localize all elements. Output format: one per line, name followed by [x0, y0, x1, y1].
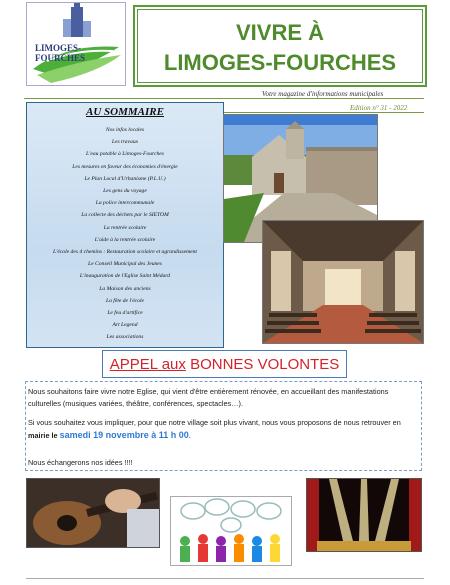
edition-divider: [224, 112, 424, 113]
paragraph-3: Nous échangerons nos idées !!!!: [28, 458, 133, 467]
page-footer-line: [26, 578, 424, 579]
table-of-contents: [26, 102, 224, 348]
logo: [26, 2, 126, 86]
toc-item: Art Legend: [112, 322, 138, 329]
stage-spotlights-photo: [306, 478, 422, 552]
paragraph-2-end: .: [188, 431, 191, 440]
toc-title: AU SOMMAIRE: [86, 106, 164, 118]
page-title-line1: VIVRE À: [235, 20, 325, 45]
toc-item: Le Conseil Municipal des Jeunes: [88, 261, 162, 268]
toc-item: Nos infos locales: [105, 127, 145, 133]
call-for-volunteers-title: [103, 356, 346, 373]
paragraph-2-location: mairie le: [28, 431, 58, 440]
call-for-volunteers-banner: [102, 350, 347, 378]
page-title-line2: LIMOGES-FOURCHES: [163, 50, 397, 75]
paragraph-2-text: Si vous souhaitez vous impliquer, pour que notre village soit plus vivant, nous vous proposons de nous retrouver en: [28, 418, 401, 427]
toc-item: Les gens du voyage: [103, 188, 147, 195]
toc-item: Les travaux: [111, 139, 139, 146]
logo-text: LIMOGES-FOURCHES: [35, 43, 86, 63]
title-banner: [133, 5, 427, 87]
toc-item: Le Plan Local d'Urbanisme (P.L.U.): [84, 175, 166, 182]
speech-bubbles-illustration: [170, 496, 292, 566]
paragraph-2: [28, 417, 420, 442]
toc-item: Le feu d'artifice: [107, 310, 143, 317]
toc-list: [27, 124, 223, 344]
toc-item: L'eau potable à Limoges-Fourches: [86, 151, 164, 158]
call-title-part2: BONNES VOLONTES: [190, 356, 340, 373]
toc-item: L'école des 4 chemins : Restauration scolaire et agrandissement: [53, 249, 197, 256]
guitar-photo: [26, 478, 160, 548]
header-divider: [24, 98, 424, 99]
toc-item: Les mesures en faveur des économies d'énergie: [72, 163, 178, 170]
toc-item: La rentrée scolaire: [103, 224, 147, 231]
toc-item: La collecte des déchets par le SIETOM: [81, 212, 169, 219]
toc-item: L'inauguration de l'Eglise Saint Médard: [79, 273, 171, 280]
toc-item: Les associations: [106, 334, 144, 341]
magazine-subtitle: Votre magazine d'informations municipales: [262, 90, 384, 98]
toc-item: La Maison des anciens: [99, 285, 151, 292]
call-body: [25, 381, 422, 471]
call-title-part1: APPEL aux: [109, 356, 186, 373]
edition-label: Edition n° 31 - 2022: [350, 104, 408, 112]
toc-item: La police intercommunale: [95, 200, 155, 207]
meeting-date: samedi 19 novembre à 11 h 00: [59, 430, 189, 440]
toc-item: L'aide à la rentrée scolaire: [94, 236, 156, 243]
paragraph-1: Nous souhaitons faire vivre notre Eglise, qui vient d'être entièrement rénovée, en accueillant des manifestations culturelles (musiques variées, théâtre, conférences, spectacles…).: [28, 387, 389, 408]
toc-item: La fête de l'école: [105, 297, 144, 304]
church-interior-photo: [262, 220, 424, 344]
